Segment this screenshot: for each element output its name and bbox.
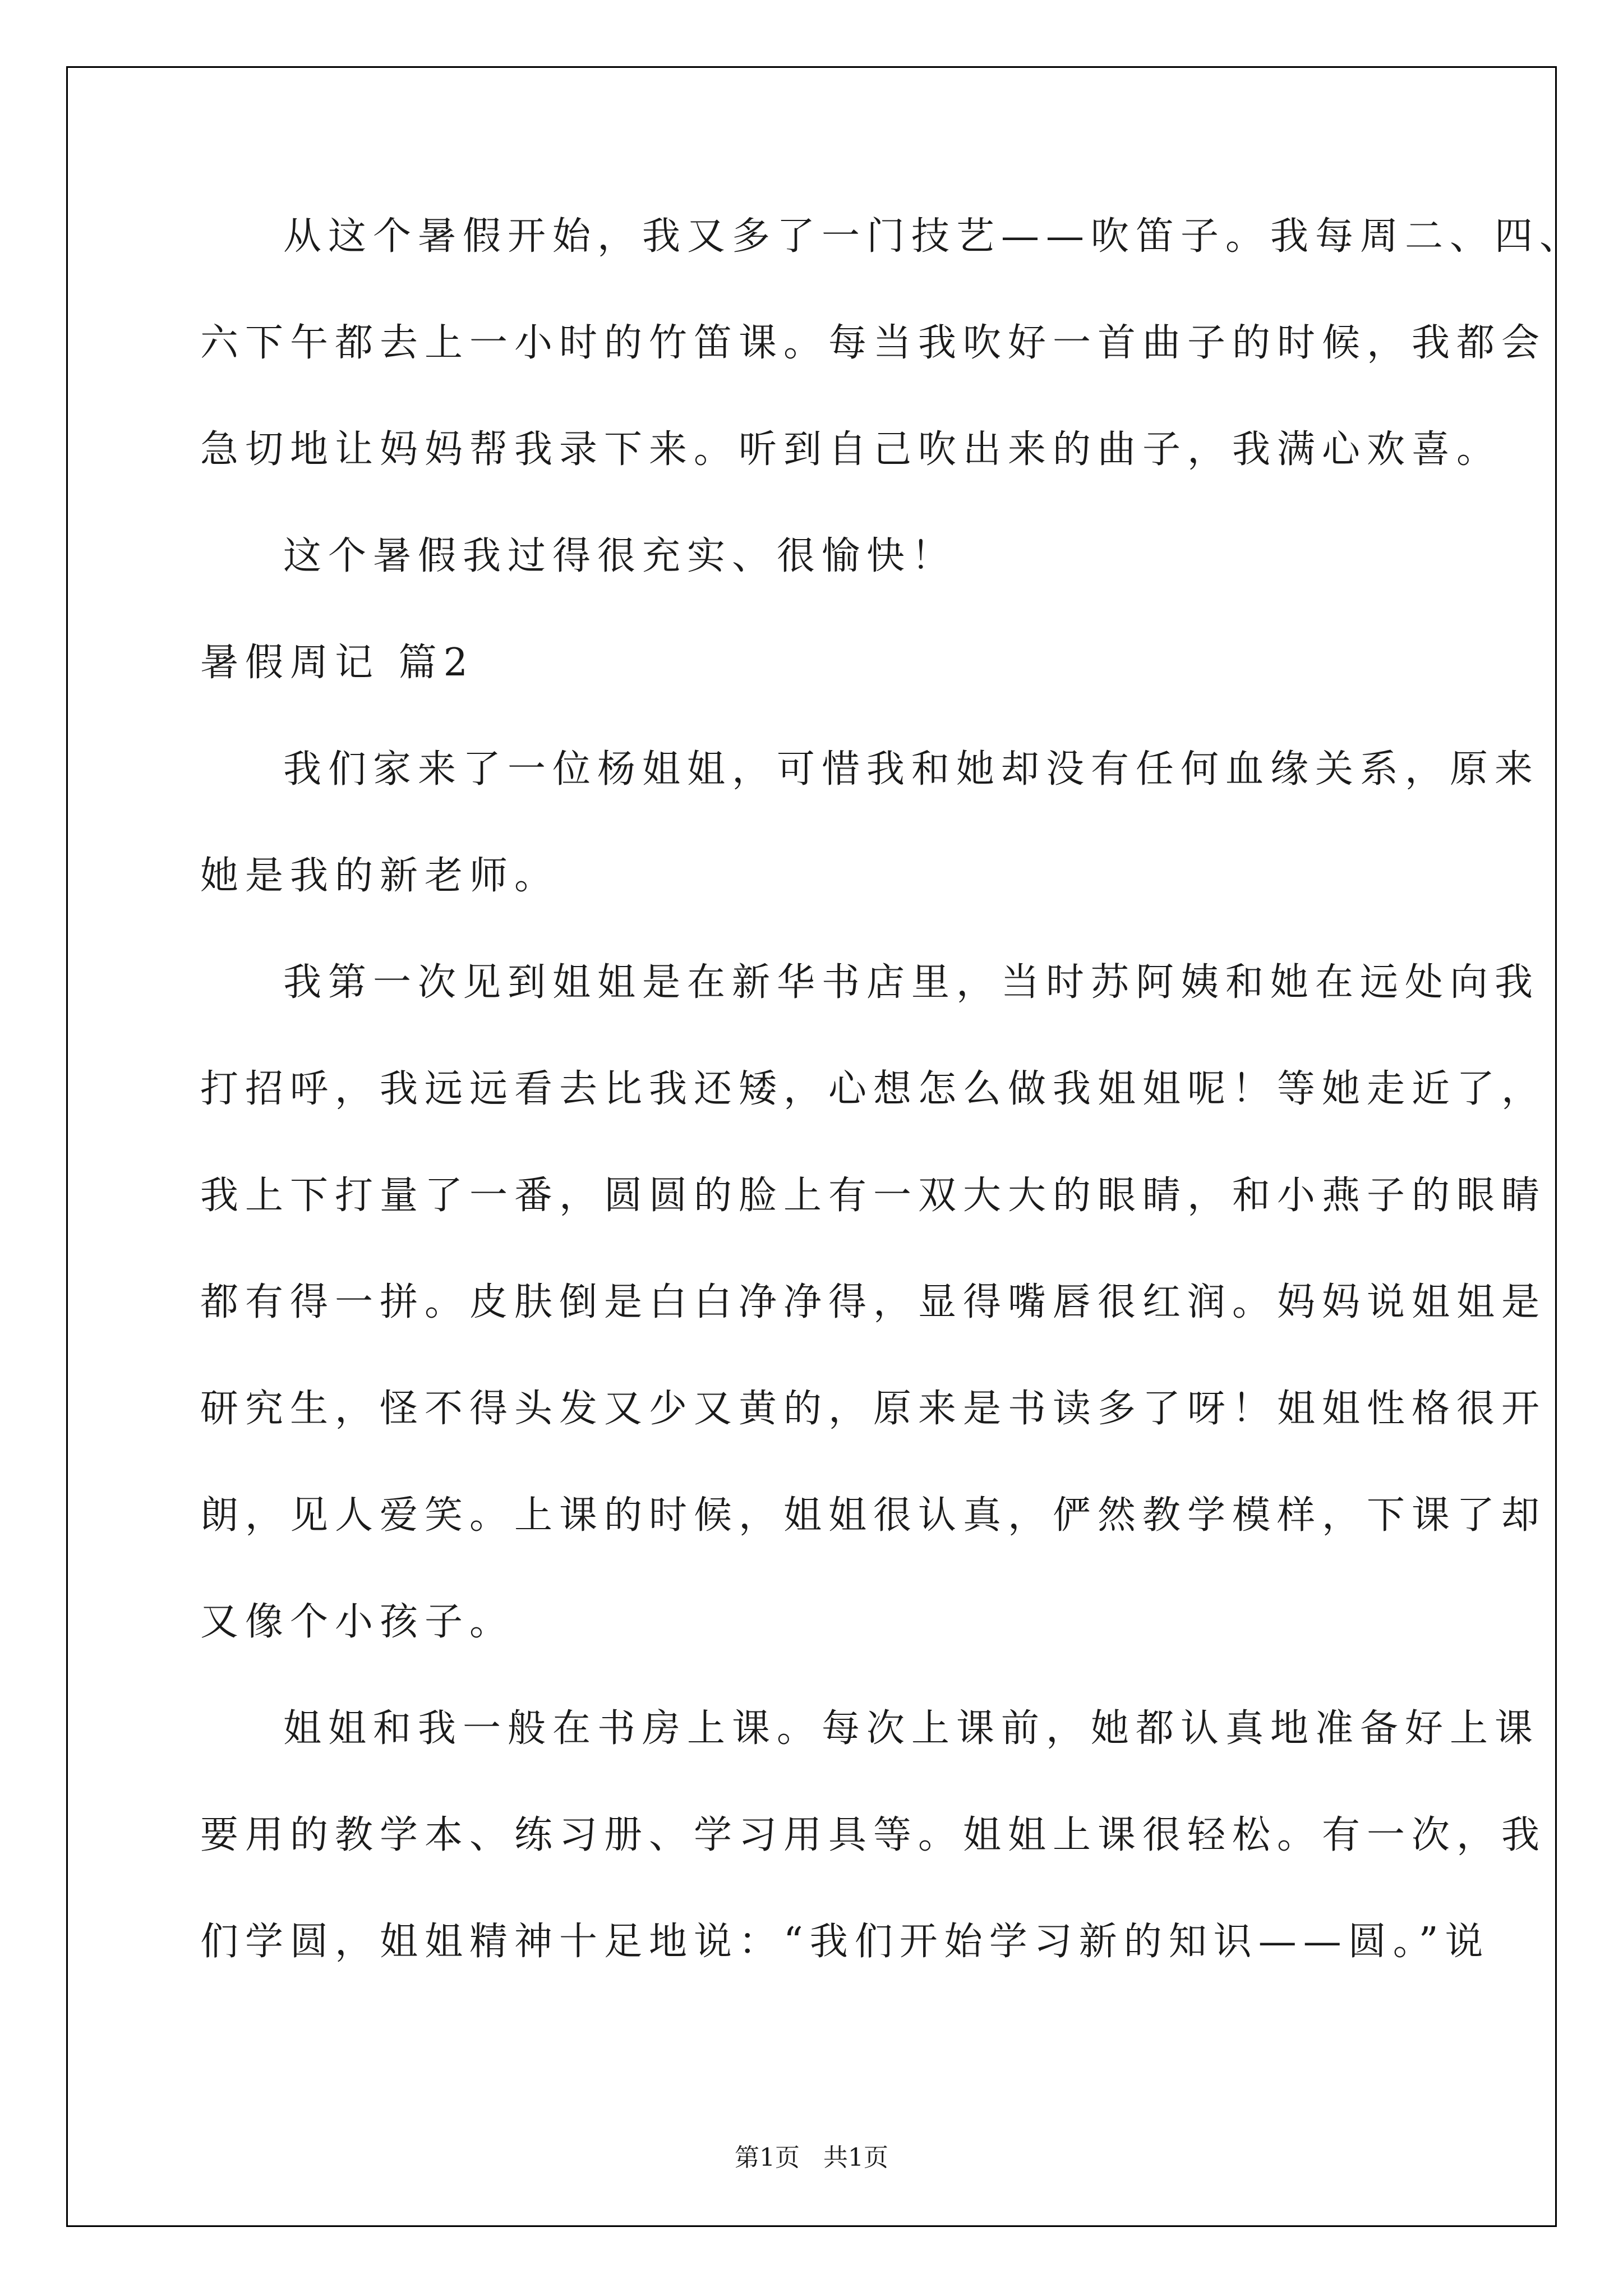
page-number-footer: 第1页 共1页 <box>735 2143 888 2172</box>
paragraph-line: 打招呼，我远远看去比我还矮，心想怎么做我姐姐呢！等她走近了， <box>200 1067 1547 1111</box>
paragraph-line: 我们家来了一位杨姐姐，可惜我和她却没有任何血缘关系，原来 <box>283 747 1540 792</box>
paragraph-line: 要用的教学本、练习册、学习用具等。姐姐上课很轻松。有一次，我 <box>200 1813 1547 1857</box>
paragraph-line: 从这个暑假开始，我又多了一门技艺——吹笛子。我每周二、四、 <box>283 214 1585 259</box>
paragraph-line: 姐姐和我一般在书房上课。每次上课前，她都认真地准备好上课 <box>283 1706 1540 1751</box>
section-heading: 暑假周记 篇2 <box>200 641 474 685</box>
paragraph-line: 急切地让妈妈帮我录下来。听到自己吹出来的曲子，我满心欢喜。 <box>200 427 1502 472</box>
paragraph-line: 我上下打量了一番，圆圆的脸上有一双大大的眼睛，和小燕子的眼睛 <box>200 1174 1547 1218</box>
paragraph-line: 研究生，怪不得头发又少又黄的，原来是书读多了呀！姐姐性格很开 <box>200 1387 1547 1431</box>
paragraph-line: 六下午都去上一小时的竹笛课。每当我吹好一首曲子的时候，我都会 <box>200 321 1547 365</box>
paragraph-line: 我第一次见到姐姐是在新华书店里，当时苏阿姨和她在远处向我 <box>283 960 1540 1005</box>
paragraph-line: 朗，见人爱笑。上课的时候，姐姐很认真，俨然教学模样，下课了却 <box>200 1493 1547 1538</box>
document-body <box>200 209 1585 2021</box>
paragraph-line: 都有得一拼。皮肤倒是白白净净得，显得嘴唇很红润。妈妈说姐姐是 <box>200 1280 1547 1324</box>
paragraph-line: 们学圆，姐姐精神十足地说：“我们开始学习新的知识——圆。”说 <box>200 1920 1490 1964</box>
paragraph-line: 又像个小孩子。 <box>200 1600 515 1644</box>
paragraph-line: 她是我的新老师。 <box>200 854 560 898</box>
paragraph-line: 这个暑假我过得很充实、很愉快！ <box>283 534 957 578</box>
